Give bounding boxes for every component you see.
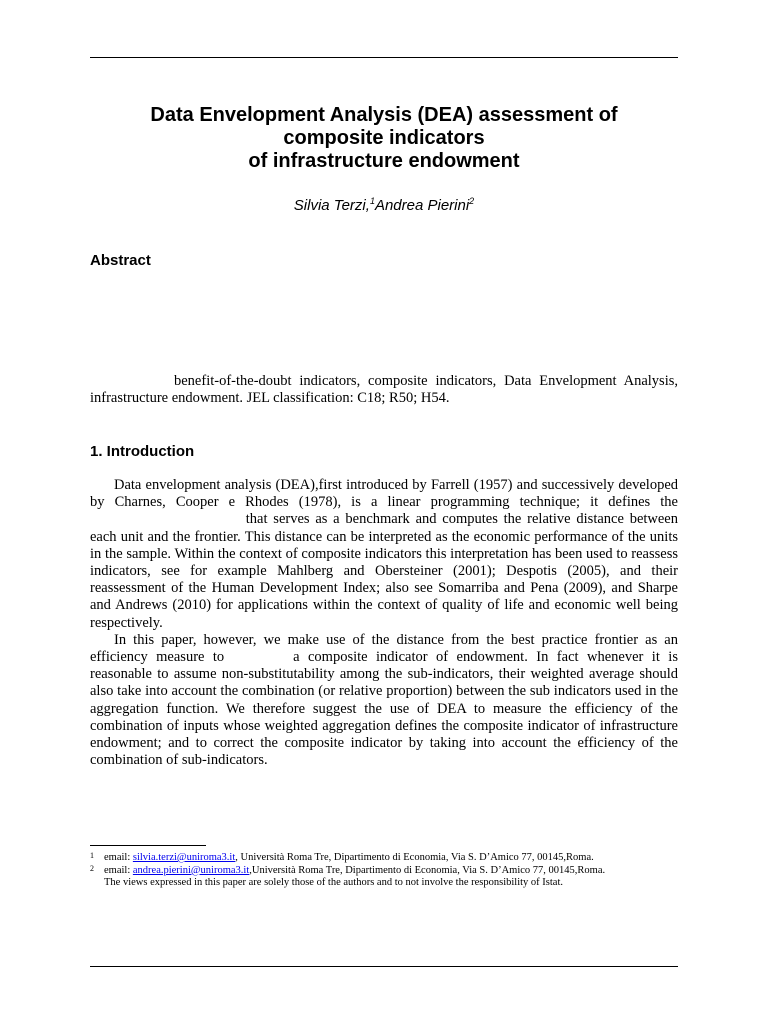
- footnote-2-disclaimer: The views expressed in this paper are solely those of the authors and to not involve the responsibility of Istat.: [104, 877, 563, 888]
- footnote-1-label: email:: [104, 852, 133, 863]
- title-line-2: composite indicators: [283, 127, 485, 149]
- intro-p1-part-a: Data envelopment analysis (DEA),first introduced by Farrell (1957) and successively developed by Charnes, Cooper e Rhodes (1978), is a linear programming technique; it defines the: [90, 477, 678, 511]
- keywords-paragraph: [90, 373, 678, 407]
- intro-paragraph-1: [90, 477, 678, 632]
- footnote-2-email-link[interactable]: andrea.pierini@uniroma3.it: [132, 864, 250, 876]
- author-1-footnote-mark[interactable]: 1: [369, 196, 375, 206]
- keywords-text: benefit-of-the-doubt indicators, composite indicators, Data Envelopment Analysis, infrastructure endowment. JEL classification: C18; R50; H54.: [90, 373, 678, 406]
- footer-rule: [90, 966, 678, 967]
- intro-p1-part-b: that serves as a benchmark and computes the relative distance between each unit and the frontier. This distance can be interpreted as the economic performance of the units in the sample. Within the context of composite indicators this interpretation has been used to reassess indicators, see for example Mahlberg and Obersteiner (2001); Despotis (2005), and their reassessment of the Human Development Index; also see Somarriba and Pena (2009), and Sharpe and Andrews (2010) for applications within the context of quality of life and economic well being respectively.: [90, 511, 678, 631]
- intro-p2-part-b: a composite indicator of endowment. In fact whenever it is reasonable to assume non-substitutability among the sub-indicators, their weighted average should also take into account the combination (or relative proportion) between the sub indicators used in the aggregation function. We therefore suggest the use of DEA to measure the efficiency of the combination of inputs whose weighted aggregation defines the composite indicator of infrastructure endowment; and to correct the composite indicator by taking into account the efficiency of the combination of sub-indicators.: [90, 649, 678, 769]
- author-2: Andrea Pierini: [374, 197, 470, 214]
- paper-title: [90, 104, 678, 173]
- footnote-2-label: email:: [104, 864, 133, 876]
- footnote-1-mark: 1: [90, 851, 94, 860]
- footnotes: [90, 852, 690, 890]
- intro-p2-part-a: In this paper, however, we make use of the distance from the best practice frontier as an efficiency measure to: [90, 631, 678, 666]
- author-list: [90, 196, 678, 214]
- footnote-1-text: , Università Roma Tre, Dipartimento di Economia, Via S. D’Amico 77, 00145,Roma.: [235, 852, 594, 863]
- footnote-2-mark: 2: [90, 863, 94, 873]
- intro-paragraph-2: [90, 632, 678, 770]
- abstract-heading: Abstract: [90, 252, 151, 269]
- footnote-1: [90, 852, 690, 865]
- title-line-1: Data Envelopment Analysis (DEA) assessment of: [150, 104, 618, 126]
- title-line-3: of infrastructure endowment: [248, 150, 520, 172]
- introduction-heading: 1. Introduction: [90, 443, 195, 460]
- introduction-body: [90, 477, 678, 769]
- footnote-2-text: ,Università Roma Tre, Dipartimento di Economia, Via S. D’Amico 77, 00145,Roma.: [249, 864, 606, 876]
- author-1: Silvia Terzi,: [293, 197, 370, 214]
- footnote-separator: [90, 845, 206, 846]
- footnote-1-email-link[interactable]: silvia.terzi@uniroma3.it: [132, 852, 236, 863]
- header-rule: [90, 57, 678, 58]
- author-2-footnote-mark[interactable]: 2: [469, 196, 475, 206]
- footnote-2: [90, 865, 690, 878]
